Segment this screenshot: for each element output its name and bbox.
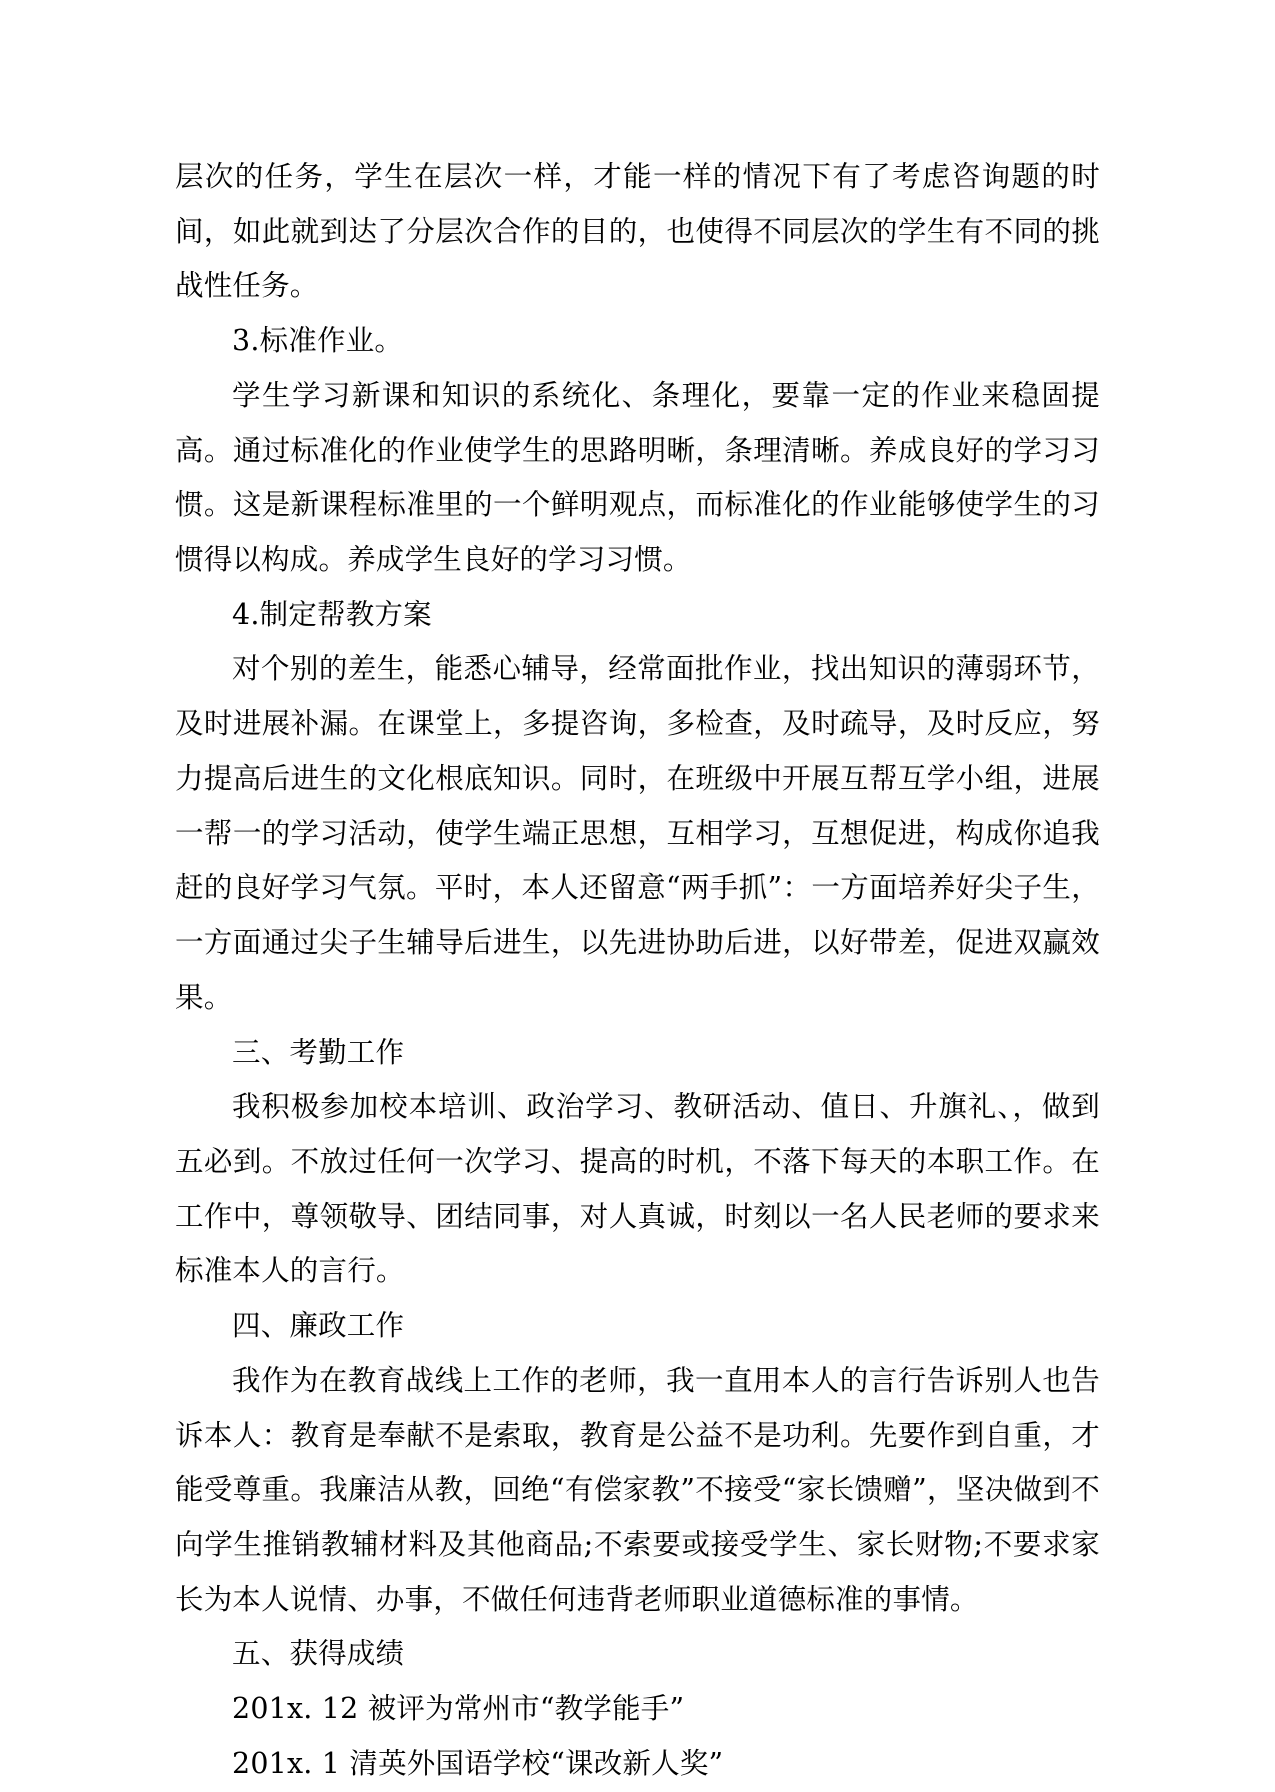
paragraph-continuation: 层次的任务，学生在层次一样，才能一样的情况下有了考虑咨询题的时间，如此就到达了分层次合作的目的，也使得不同层次的学生有不同的挑战性任务。 xyxy=(175,160,1100,303)
paragraph-heading-4: 4.制定帮教方案 xyxy=(232,597,432,631)
paragraph-achievement-2: 201x. 1 清英外国语学校“课改新人奖” xyxy=(232,1746,724,1780)
paragraph-integrity-body: 我作为在教育战线上工作的老师，我一直用本人的言行告诉别人也告诉本人：教育是奉献不是索取，教育是公益不是功利。先要作到自重，才能受尊重。我廉洁从教，回绝“有偿家教”不接受“家长馈赠”，坚决做到不向学生推销教辅材料及其他商品;不索要或接受学生、家长财物;不要求家长为本人说情、办事，不做任何违背老师职业道德标准的事情。 xyxy=(175,1363,1100,1616)
paragraph-heading-integrity: 四、廉政工作 xyxy=(232,1309,405,1343)
paragraph-heading-3: 3.标准作业。 xyxy=(232,324,404,358)
paragraph-help-plan: 对个别的差生，能悉心辅导，经常面批作业，找出知识的薄弱环节，及时进展补漏。在课堂上，多提咨询，多检查，及时疏导，及时反应，努力提高后进生的文化根底知识。同时，在班级中开展互帮互学小组，进展一帮一的学习活动，使学生端正思想，互相学习，互想促进，构成你追我赶的良好学习气氛。平时，本人还留意“两手抓”：一方面培养好尖子生，一方面通过尖子生辅导后进生，以先进协助后进，以好带差，促进双赢效果。 xyxy=(175,652,1100,1014)
paragraph-heading-attendance: 三、考勤工作 xyxy=(232,1035,405,1069)
paragraph-heading-achievements: 五、获得成绩 xyxy=(232,1637,405,1671)
paragraph-standard-homework: 学生学习新课和知识的系统化、条理化，要靠一定的作业来稳固提高。通过标准化的作业使学生的思路明晰，条理清晰。养成良好的学习习惯。这是新课程标准里的一个鲜明观点，而标准化的作业能够使学生的习惯得以构成。养成学生良好的学习习惯。 xyxy=(175,378,1100,577)
paragraph-achievement-1: 201x. 12 被评为常州市“教学能手” xyxy=(232,1692,685,1726)
document-body xyxy=(175,150,1100,1792)
paragraph-attendance-body: 我积极参加校本培训、政治学习、教研活动、值日、升旗礼、，做到五必到。不放过任何一次学习、提高的时机，不落下每天的本职工作。在工作中，尊领敬导、团结同事，对人真诚，时刻以一名人民老师的要求来标准本人的言行。 xyxy=(175,1090,1100,1288)
